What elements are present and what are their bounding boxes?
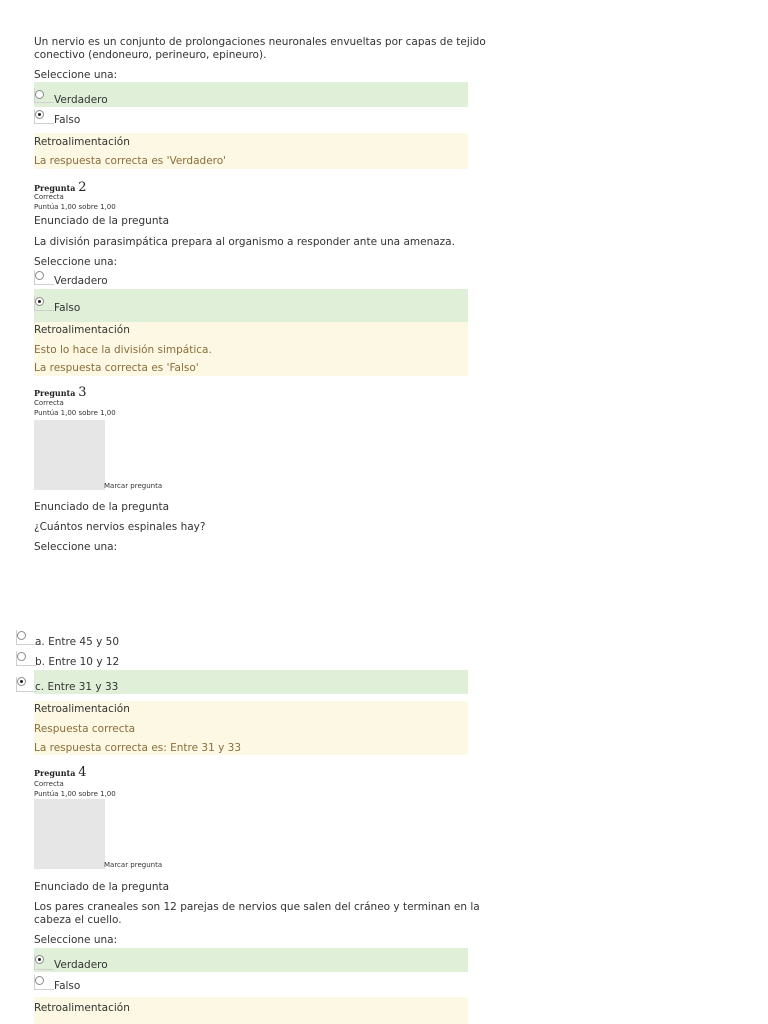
q3-heading [34,385,87,400]
q4-text-line1: Los pares craneales son 12 parejas de nervios que salen del cráneo y terminan en la [34,901,480,913]
q3-state: Correcta [34,399,64,407]
q3-select-label: Seleccione una: [34,541,118,553]
radio-button[interactable] [35,271,44,280]
q2-state: Correcta [34,193,64,201]
q4-option-label: Verdadero [54,959,108,971]
q3-feedback-title: Retroalimentación [34,703,130,715]
q3-grade: Puntúa 1,00 sobre 1,00 [34,409,116,417]
q2-feedback-title: Retroalimentación [34,324,130,336]
q3-flag-area[interactable] [34,420,105,490]
q2-select-label: Seleccione una: [34,256,118,268]
q4-flag-question-link[interactable]: Marcar pregunta [104,861,163,869]
q1-option-label: Verdadero [54,94,108,106]
q4-heading [34,765,87,780]
q4-prompt-title: Enunciado de la pregunta [34,881,170,893]
question-label: Pregunta [34,388,76,398]
q3-text: ¿Cuántos nervios espinales hay? [34,521,206,533]
q3-feedback-line1: Respuesta correcta [34,723,136,735]
q1-text-line2: conectivo (endoneuro, perineuro, epineuro). [34,49,267,61]
q2-prompt-title: Enunciado de la pregunta [34,215,170,227]
radio-button-selected[interactable] [35,297,44,306]
q4-text-line2: cabeza el cuello. [34,914,122,926]
q3-feedback-line2: La respuesta correcta es: Entre 31 y 33 [34,742,242,754]
radio-button[interactable] [17,631,26,640]
q4-flag-area[interactable] [34,799,105,869]
q2-option-label: Verdadero [54,275,108,287]
q2-option-row-selected-highlight [34,289,468,322]
q3-prompt-title: Enunciado de la pregunta [34,501,170,513]
q1-feedback-text: La respuesta correcta es 'Verdadero' [34,155,227,167]
radio-button-selected[interactable] [35,110,44,119]
q1-option-label: Falso [54,114,81,126]
radio-button[interactable] [35,976,44,985]
q2-grade: Puntúa 1,00 sobre 1,00 [34,203,116,211]
question-label: Pregunta [34,183,76,193]
q4-feedback-title: Retroalimentación [34,1002,130,1014]
q2-option-label: Falso [54,302,81,314]
q3-option-label: a. Entre 45 y 50 [35,636,120,648]
radio-button[interactable] [35,90,44,99]
q4-option-label: Falso [54,980,81,992]
q4-grade: Puntúa 1,00 sobre 1,00 [34,790,116,798]
q1-feedback-title: Retroalimentación [34,136,130,148]
q2-feedback-line1: Esto lo hace la división simpática. [34,344,212,356]
q1-text-line1: Un nervio es un conjunto de prolongaciones neuronales envueltas por capas de tejido [34,36,486,48]
q4-state: Correcta [34,780,64,788]
radio-button-selected[interactable] [35,955,44,964]
q2-feedback-line2: La respuesta correcta es 'Falso' [34,362,199,374]
q3-flag-question-link[interactable]: Marcar pregunta [104,482,163,490]
q3-option-label: c. Entre 31 y 33 [35,681,119,693]
q4-select-label: Seleccione una: [34,934,118,946]
q2-text: La división parasimpática prepara al organismo a responder ante una amenaza. [34,236,455,248]
q1-select-label: Seleccione una: [34,69,118,81]
radio-button-selected[interactable] [17,677,26,686]
question-number: 4 [78,765,87,780]
question-label: Pregunta [34,768,76,778]
question-number: 3 [78,385,87,400]
radio-button[interactable] [17,652,26,661]
q3-option-label: b. Entre 10 y 12 [35,656,120,668]
question-number: 2 [78,180,87,195]
